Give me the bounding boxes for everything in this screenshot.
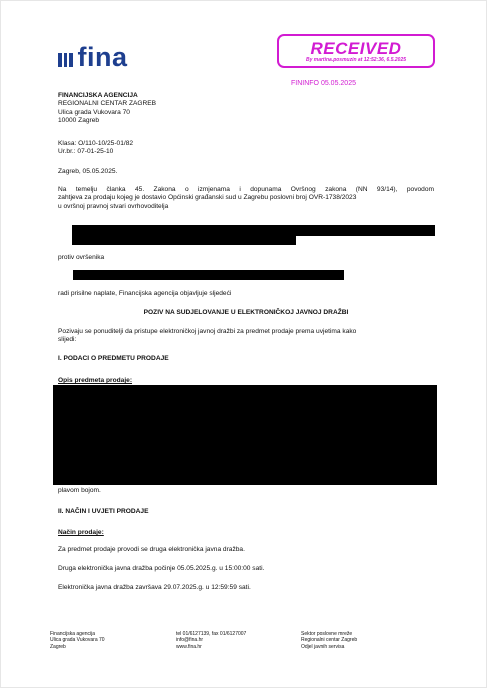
sender-block xyxy=(58,92,156,126)
section-2-title: II. NAČIN I UVJETI PRODAJE xyxy=(58,508,149,515)
stamp-title: RECEIVED xyxy=(310,39,402,58)
fininfo-stamp: FININFO 05.05.2025 xyxy=(291,80,356,87)
footer-col-1 xyxy=(50,631,105,650)
footer-sector: Sektor poslovne mreže xyxy=(301,631,353,637)
fina-logo xyxy=(58,44,128,71)
against-label: protiv ovršenika xyxy=(58,254,105,261)
footer-street: Ulica grada Vukovara 70 xyxy=(50,637,105,644)
section-1-title: I. PODACI O PREDMETU PRODAJE xyxy=(58,355,169,362)
footer-department: Odjel javnih servisa xyxy=(301,643,345,650)
redacted-description xyxy=(53,385,437,485)
sender-unit: REGIONALNI CENTAR ZAGREB xyxy=(58,100,157,108)
sale-method-text: Za predmet prodaje provodi se druga elektronička javna dražba. xyxy=(58,546,245,553)
invite-paragraph xyxy=(58,328,434,345)
redacted-creditor-2 xyxy=(72,236,296,245)
purpose-text: radi prisilne naplate, Financijska agencija objavljuje sljedeći xyxy=(58,290,232,297)
footer-email: info@fina.hr xyxy=(176,637,204,644)
footer-col-2 xyxy=(176,631,246,650)
sender-name: FINANCIJSKA AGENCIJA xyxy=(58,92,138,99)
footer-center: Regionalni centar Zagreb xyxy=(301,637,358,644)
invite-line-2: slijedi: xyxy=(58,336,77,344)
footer-org: Financijska agencija xyxy=(50,631,96,637)
intro-line-1: Na temelju članka 45. Zakona o izmjenama i dopunama Ovršnog zakona (NN 93/14), povodom xyxy=(58,186,434,193)
footer-col-3 xyxy=(301,631,357,650)
fina-logo-text: fina xyxy=(77,42,128,72)
auction-start-text: Druga elektronička javna dražba počinje 05.05.2025.g. u 15:00:00 sati. xyxy=(58,565,265,572)
footer-web: www.fina.hr xyxy=(176,643,202,650)
invite-line-1: Pozivaju se ponuditelji da pristupe elektroničkoj javnoj dražbi za predmet prodaje prema uvjetima kako xyxy=(58,328,357,335)
intro-line-2: zahtjeva za prodaju kojeg je dostavio Općinski građanski sud u Zagrebu poslovni broj OVR-1738/2023 xyxy=(58,194,357,202)
auction-end-text: Elektronička javna dražba završava 29.07.2025.g. u 12:59:59 sati. xyxy=(58,584,251,591)
intro-line-3: u ovršnoj pravnoj stvari ovrhovoditelja xyxy=(58,202,169,210)
stamp-subtitle: By martina.posmuzin at 12:52:36, 6.5.2025 xyxy=(305,57,407,63)
reference-block xyxy=(58,140,133,157)
sender-street: Ulica grada Vukovara 70 xyxy=(58,108,130,116)
fina-logo-bars-icon xyxy=(58,53,73,67)
section-2-subtitle: Način prodaje: xyxy=(58,529,104,536)
section-1-subtitle: Opis predmeta prodaje: xyxy=(58,377,133,384)
klasa: Klasa: O/110-10/25-01/82 xyxy=(58,140,134,147)
urbroj: Ur.br.: 07-01-25-10 xyxy=(58,148,114,156)
footer-city: Zagreb xyxy=(50,643,66,650)
section-1-tail: plavom bojom. xyxy=(58,487,101,494)
redacted-creditor xyxy=(72,225,435,236)
sender-city: 10000 Zagreb xyxy=(58,117,100,125)
intro-paragraph xyxy=(58,186,434,211)
date-place: Zagreb, 05.05.2025. xyxy=(58,168,118,175)
footer-phone: tel 01/6127139, fax 01/6127007 xyxy=(176,631,247,637)
received-stamp xyxy=(277,34,435,68)
document-heading: POZIV NA SUDJELOVANJE U ELEKTRONIČKOJ JAVNOJ DRAŽBI xyxy=(143,309,349,316)
redacted-debtor xyxy=(73,270,344,280)
